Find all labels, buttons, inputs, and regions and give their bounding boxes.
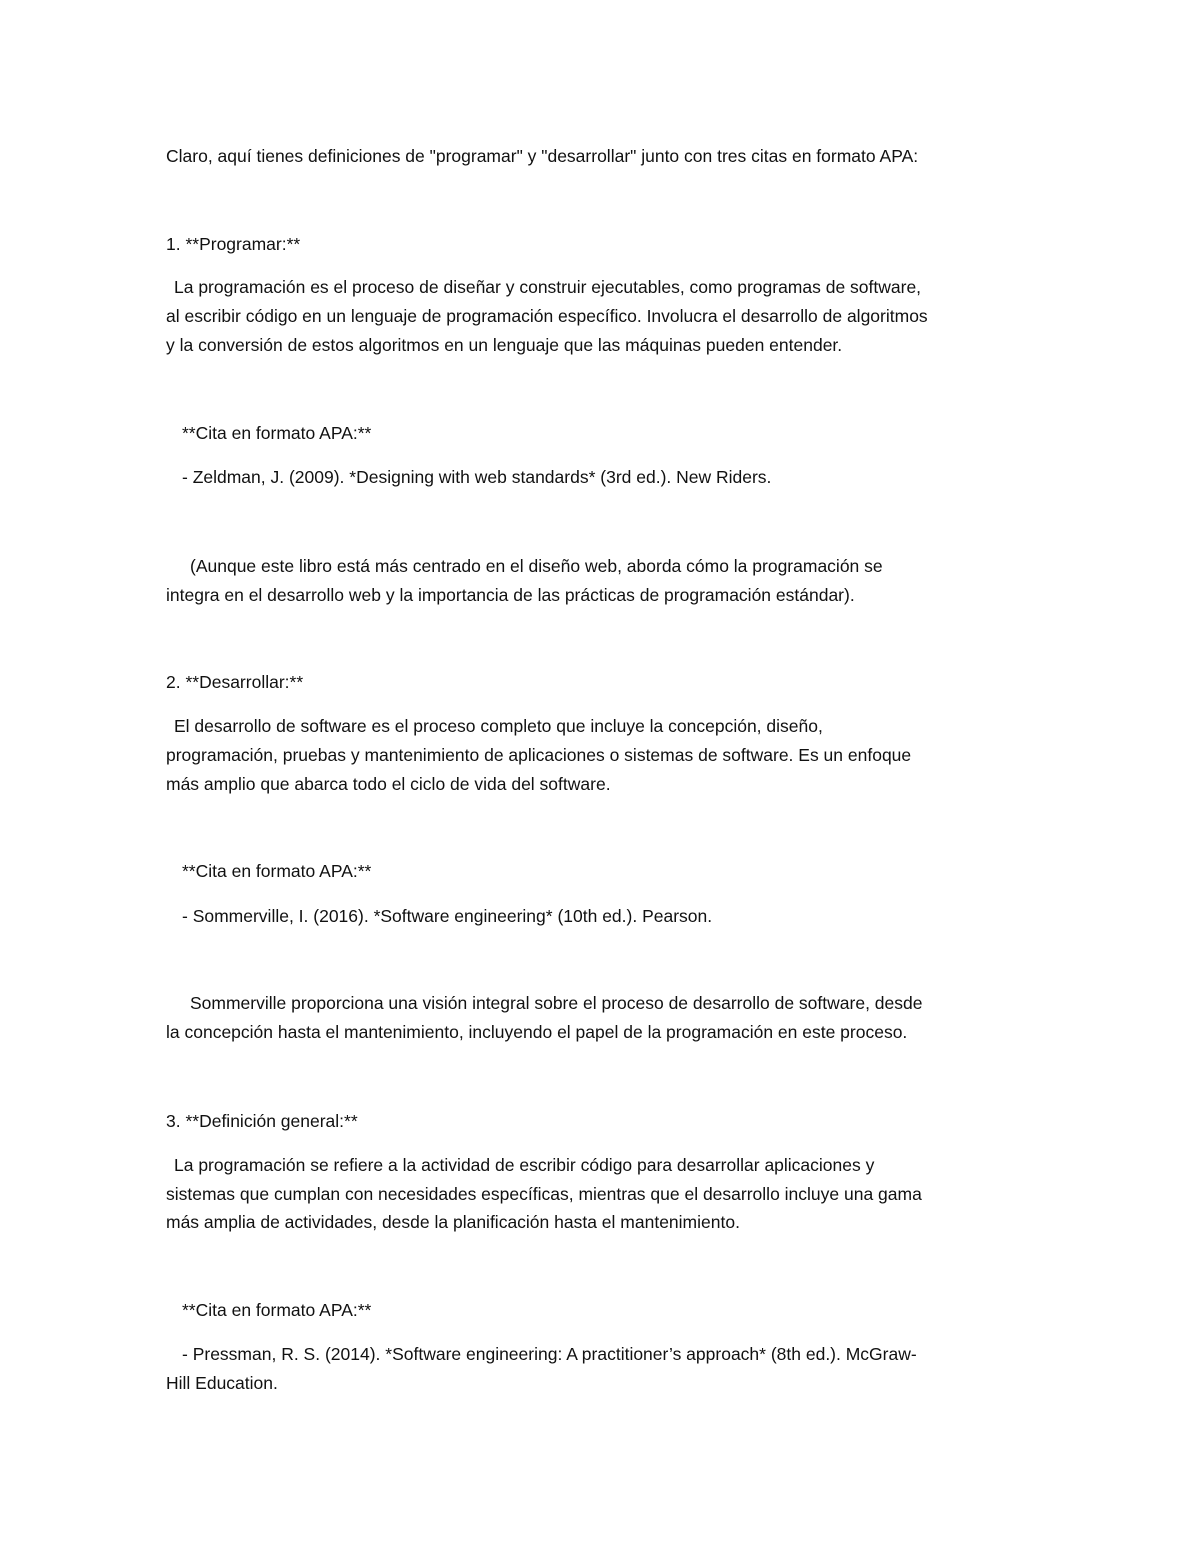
- section-2-citation: - Sommerville, I. (2016). *Software engineering* (10th ed.). Pearson.: [182, 906, 713, 926]
- section-1-definition-line-2: al escribir código en un lenguaje de programación específico. Involucra el desarrollo de algoritmos: [166, 306, 928, 326]
- section-3-cite-label: **Cita en formato APA:**: [182, 1300, 372, 1320]
- section-3-definition-line-1: La programación se refiere a la actividad de escribir código para desarrollar aplicaciones y: [174, 1155, 875, 1175]
- section-2-definition-line-1: El desarrollo de software es el proceso completo que incluye la concepción, diseño,: [174, 716, 823, 736]
- section-2-definition-line-2: programación, pruebas y mantenimiento de aplicaciones o sistemas de software. Es un enfoque: [166, 745, 912, 765]
- section-3-definition-line-2: sistemas que cumplan con necesidades específicas, mientras que el desarrollo incluye una gama: [166, 1184, 922, 1204]
- section-2-definition-line-3: más amplio que abarca todo el ciclo de vida del software.: [166, 774, 611, 794]
- section-1-definition-line-1: La programación es el proceso de diseñar y construir ejecutables, como programas de software,: [174, 277, 922, 297]
- section-2-heading: 2. **Desarrollar:**: [166, 672, 304, 692]
- section-2-note-line-2: la concepción hasta el mantenimiento, incluyendo el papel de la programación en este proceso.: [166, 1022, 908, 1042]
- section-1-note-line-2: integra en el desarrollo web y la importancia de las prácticas de programación estándar).: [166, 585, 855, 605]
- section-3-heading: 3. **Definición general:**: [166, 1111, 358, 1131]
- section-1-cite-label: **Cita en formato APA:**: [182, 423, 372, 443]
- section-2-note-line-1: Sommerville proporciona una visión integral sobre el proceso de desarrollo de software, desde: [190, 993, 923, 1013]
- intro-text: Claro, aquí tienes definiciones de "programar" y "desarrollar" junto con tres citas en formato APA:: [166, 146, 919, 166]
- section-3-citation-line-2: Hill Education.: [166, 1373, 278, 1393]
- section-2-cite-label: **Cita en formato APA:**: [182, 861, 372, 881]
- section-3-citation-line-1: - Pressman, R. S. (2014). *Software engineering: A practitioner’s approach* (8th ed.). McGraw-: [182, 1344, 917, 1364]
- section-3-definition-line-3: más amplia de actividades, desde la planificación hasta el mantenimiento.: [166, 1212, 740, 1232]
- section-1-note-line-1: (Aunque este libro está más centrado en el diseño web, aborda cómo la programación se: [190, 556, 883, 576]
- section-1-heading: 1. **Programar:**: [166, 234, 301, 254]
- section-1-citation: - Zeldman, J. (2009). *Designing with web standards* (3rd ed.). New Riders.: [182, 467, 772, 487]
- section-1-definition-line-3: y la conversión de estos algoritmos en un lenguaje que las máquinas pueden entender.: [166, 335, 843, 355]
